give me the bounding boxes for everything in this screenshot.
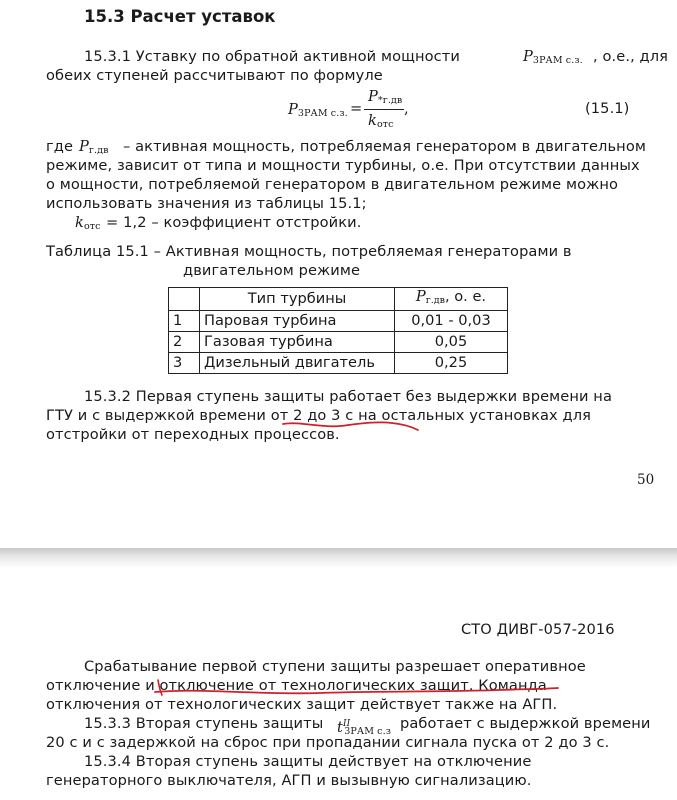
page-number: 50 xyxy=(637,472,655,488)
page-separator xyxy=(0,548,677,568)
row-value: 0,01 - 0,03 xyxy=(395,311,508,332)
para-15-3-3-line2: 20 с и с задержкой на сброс при пропадании сигнала пуска от 2 до 3 с. xyxy=(46,734,610,751)
para-15-3-1-line1-end: , о.е., для xyxy=(593,48,669,65)
symbol-t-3ram: $t^{II}_{3РАМ с.з}$ xyxy=(337,719,391,737)
k-ots-description: = 1,2 – коэффициент отстройки. xyxy=(106,214,362,231)
row-number: 2 xyxy=(169,332,200,353)
page2-para1-line3: отключения от технологических защит действует также на АГП. xyxy=(46,696,558,713)
row-turbine-type: Паровая турбина xyxy=(200,311,395,332)
where-line1-start: где xyxy=(46,138,74,155)
section-heading: 15.3 Расчет уставок xyxy=(84,7,276,26)
where-line4: использовать значения из таблицы 15.1; xyxy=(46,195,367,212)
formula-denominator: $k_{отс}$ xyxy=(368,112,394,130)
formula-equals: = xyxy=(350,100,363,117)
para-15-3-1-line2: обеих ступеней рассчитывают по формуле xyxy=(46,67,383,84)
table-header-type: Тип турбины xyxy=(200,288,395,311)
table-caption-line2: двигательном режиме xyxy=(183,262,361,279)
formula-number: (15.1) xyxy=(585,100,630,117)
where-line2: режиме, зависит от типа и мощности турбины, о.е. При отсутствии данных xyxy=(46,157,640,174)
row-number: 3 xyxy=(169,353,200,374)
para-15-3-3-start: 15.3.3 Вторая ступень защиты xyxy=(84,715,324,732)
para-15-3-1-line1-start: 15.3.1 Уставку по обратной активной мощности xyxy=(84,48,460,65)
row-value: 0,05 xyxy=(395,332,508,353)
symbol-k-ots: $k_{отс}$ xyxy=(75,214,101,232)
para-15-3-4-line1: 15.3.4 Вторая ступень защиты действует на отключение xyxy=(84,753,532,770)
row-value: 0,25 xyxy=(395,353,508,374)
symbol-p-gdv: $P_{г.дв}$ xyxy=(79,138,109,156)
page2-para1-line2: отключение и отключение от технологических защит. Команда xyxy=(46,677,547,694)
para-15-3-4-line2: генераторного выключателя, АГП и вызывную сигнализацию. xyxy=(46,772,532,789)
red-underline-annotation-page2 xyxy=(0,568,677,800)
table-caption-line1: Таблица 15.1 – Активная мощность, потребляемая генераторами в xyxy=(46,243,572,260)
where-line3: о мощности, потребляемой генератором в двигательном режиме можно xyxy=(46,176,619,193)
table-header-p: $P_{г.дв}$, о. е. xyxy=(395,288,508,311)
symbol-p-3ram: $P_{3РАМ с.з.}$ xyxy=(523,48,583,66)
formula-trailing-comma: , xyxy=(404,100,409,117)
para-15-3-3-end: работает с выдержкой времени xyxy=(400,715,651,732)
page2-para1-line1: Срабатывание первой ступени защиты разрешает оперативное xyxy=(84,658,586,675)
para-15-3-2-line1: 15.3.2 Первая ступень защиты работает без выдержки времени на xyxy=(84,388,612,405)
row-number: 1 xyxy=(169,311,200,332)
document-code: СТО ДИВГ-057-2016 xyxy=(461,621,615,638)
para-15-3-2-line2: ГТУ и с выдержкой времени от 2 до 3 с на остальных установках для xyxy=(46,407,592,424)
row-turbine-type: Дизельный двигатель xyxy=(200,353,395,374)
formula-numerator: $P_{*г.дв}$ xyxy=(368,88,403,106)
para-15-3-2-line3: отстройки от переходных процессов. xyxy=(46,426,340,443)
formula-lhs: $P_{3РАМ с.з.}$ xyxy=(288,101,348,119)
document-page-2 xyxy=(0,568,677,800)
row-turbine-type: Газовая турбина xyxy=(200,332,395,353)
where-line1-end: – активная мощность, потребляемая генератором в двигательном xyxy=(123,138,646,155)
